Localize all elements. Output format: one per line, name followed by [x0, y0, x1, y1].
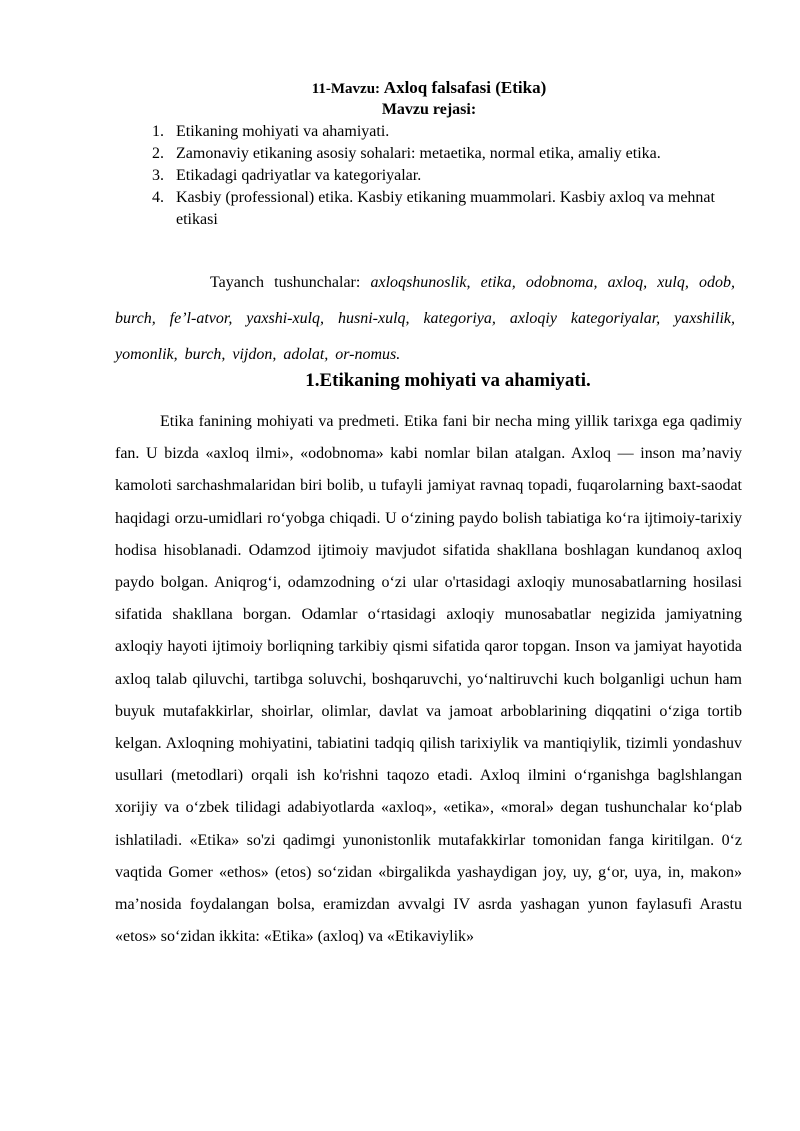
plan-item-number: 3. [152, 167, 164, 184]
key-concepts-label: Tayanch tushunchalar: [210, 274, 371, 291]
plan-item-text: Etikaning mohiyati va ahamiyati. [176, 123, 390, 140]
title-number: 11-Mavzu: [311, 81, 384, 97]
plan-item-number: 4. [152, 189, 164, 206]
plan-item-number: 2. [152, 145, 164, 162]
plan-item-text: Zamonaviy etikaning asosiy sohalari: metaetika, normal etika, amaliy etika. [176, 145, 661, 162]
body-paragraph: Etika fanining mohiyati va predmeti. Etika fani bir necha ming yillik tarixga ega qadimiy fan. U bizda «axloq ilmi», «odobnoma» kabi nomlar bilan atalgan. Axloq — inson ma’naviy kamoloti sarchashmalaridan biri bolib, u tufayli jamiyat ravnaq topadi, fuqarolarning baxt-saodat haqidagi orzu-umidlari ro‘yobga chiqadi. U o‘zining paydo bolish tabiatiga ko‘ra ijtimoiy-tarixiy hodisa hisoblanadi. Odamzod ijtimoiy mavjudot sifatida shakllana boshlagan kundanoq axloq paydo bolgan. Aniqrog‘i, odamzodning o‘zi ular o'rtasidagi axloqiy munosabatlarning hosilasi sifatida shakllana borgan. Odamlar o‘rtasidagi axloqiy munosabatlar negizida jamiyatning axloqiy hayoti ijtimoiy borliqning tarkibiy qismi sifatida qaror topgan. Inson va jamiyat hayotida axloq talab qiluvchi, tartibga soluvchi, boshqaruvchi, yo‘naltiruvchi kuch bolganligi uchun ham buyuk mutafakkirlar, shoirlar, olimlar, davlat va jamoat arboblarining diqqatini o‘ziga tortib kelgan. Axloqning mohiyatini, tabiatini tadqiq qilish tarixiylik va mantiqiylik, tizimli yondashuv usullari (metodlari) orqali ish ko'rishni taqozo etadi. Axloq ilmini o‘rganishga baglshlangan xorijiy va o‘zbek tilidagi adabiyotlarda «axloq», «etika», «moral» degan tushunchalar ko‘plab ishlatiladi. «Etika» so'zi qadimgi yunonistonlik mutafakkirlar tomonidan fanga kiritilgan. 0‘z vaqtida Gomer «ethos» (etos) so‘zidan «birgalikda yashaydigan joy, uy, g‘or, uya, in, makon» ma’nosida foydalangan bolsa, eramizdan avvalgi IV asrda yashagan yunon faylasufi Arastu «etos» so‘zidan ikkita: «Etika» (axloq) va «Etikaviylik» [115, 413, 742, 946]
plan-item-text: Kasbiy (professional) etika. Kasbiy etikaning muammolari. Kasbiy axloq va mehnat etikasi [176, 189, 715, 228]
plan-item-number: 1. [152, 123, 164, 140]
title-text: Axloq falsafasi (Etika) [383, 78, 547, 97]
page-title [0, 77, 800, 100]
plan-item [146, 143, 746, 165]
plan-item-text: Etikadagi qadriyatlar va kategoriyalar. [176, 167, 422, 184]
plan-list [146, 121, 746, 231]
plan-item [146, 121, 746, 143]
plan-item [146, 187, 746, 231]
section-heading: 1.Etikaning mohiyati va ahamiyati. [305, 370, 591, 391]
key-concepts-list: axloqshunoslik, etika, odobnoma, axloq, xulq, odob, burch, fe’l-atvor, yaxshi-xulq, husni-xulq, kategoriya, axloqiy kategoriyalar, yaxshilik, yomonlik, burch, vijdon, adolat, or-nomus. [115, 274, 736, 363]
plan-heading: Mavzu rejasi: [381, 101, 477, 118]
key-concepts [115, 265, 735, 373]
plan-item [146, 165, 746, 187]
